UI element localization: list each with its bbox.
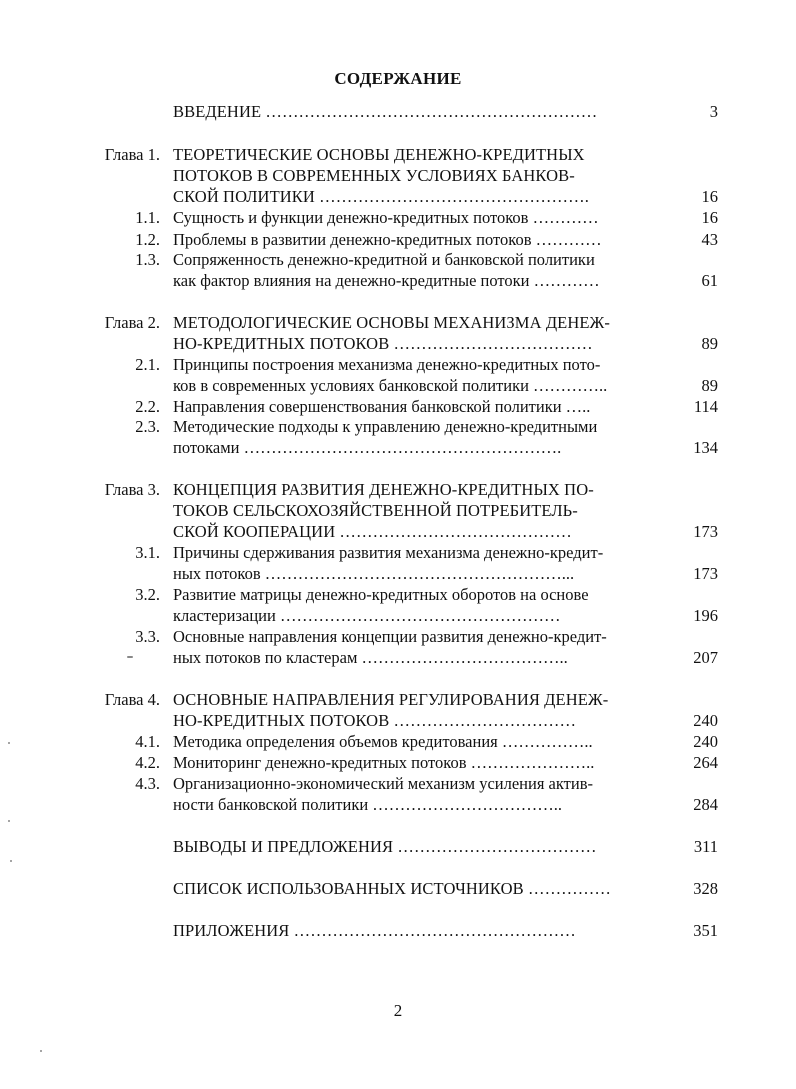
- toc-s4-3-page: 284: [693, 795, 718, 814]
- scan-speck: [40, 1050, 42, 1052]
- toc-s1-2-label: 1.2.: [135, 230, 160, 249]
- toc-s2-3-page: 134: [693, 438, 718, 457]
- toc-ch2-label: Глава 2.: [104, 313, 160, 332]
- toc-ch1-label: Глава 1.: [104, 145, 160, 164]
- toc-s3-1-label: 3.1.: [135, 543, 160, 562]
- toc-ch3-line1: КОНЦЕПЦИЯ РАЗВИТИЯ ДЕНЕЖНО-КРЕДИТНЫХ ПО-: [173, 480, 594, 499]
- toc-ch3-page: 173: [693, 522, 718, 541]
- scan-speck: [127, 656, 133, 658]
- toc-ch1-line1: ТЕОРЕТИЧЕСКИЕ ОСНОВЫ ДЕНЕЖНО-КРЕДИТНЫХ: [173, 145, 585, 164]
- toc-s2-3-line1: Методические подходы к управлению денежно-кредитными: [173, 417, 598, 436]
- toc-s1-2-page: 43: [701, 230, 718, 249]
- toc-s2-1-page: 89: [701, 376, 718, 395]
- toc-s3-2-line1: Развитие матрицы денежно-кредитных оборотов на основе: [173, 585, 589, 604]
- toc-s3-1-line2: ных потоков ………………………………………………...: [173, 564, 575, 583]
- toc-s4-2-text: Мониторинг денежно-кредитных потоков …………………..: [173, 753, 595, 772]
- toc-s1-3-label: 1.3.: [135, 250, 160, 269]
- toc-s2-3-label: 2.3.: [135, 417, 160, 436]
- toc-ch3-line2: ТОКОВ СЕЛЬСКОХОЗЯЙСТВЕННОЙ ПОТРЕБИТЕЛЬ-: [173, 501, 578, 520]
- scan-speck: [8, 742, 10, 744]
- toc-s2-1-line2: ков в современных условиях банковской политики …………..: [173, 376, 608, 395]
- toc-s3-2-page: 196: [693, 606, 718, 625]
- toc-s2-3-line2: потоками ………………………………………………….: [173, 438, 562, 457]
- toc-appendix-text: ПРИЛОЖЕНИЯ ……………………………………………: [173, 921, 576, 940]
- toc-ch3-line3: СКОЙ КООПЕРАЦИИ ……………………………………: [173, 522, 572, 541]
- toc-s4-3-label: 4.3.: [135, 774, 160, 793]
- toc-ch2-line1: МЕТОДОЛОГИЧЕСКИЕ ОСНОВЫ МЕХАНИЗМА ДЕНЕЖ-: [173, 313, 611, 332]
- toc-s2-1-label: 2.1.: [135, 355, 160, 374]
- toc-s3-1-line1: Причины сдерживания развития механизма денежно-кредит-: [173, 543, 604, 562]
- toc-ch4-line1: ОСНОВНЫЕ НАПРАВЛЕНИЯ РЕГУЛИРОВАНИЯ ДЕНЕЖ-: [173, 690, 609, 709]
- toc-s3-3-line1: Основные направления концепции развития денежно-кредит-: [173, 627, 607, 646]
- toc-ch2-line2: НО-КРЕДИТНЫХ ПОТОКОВ ………………………………: [173, 334, 593, 353]
- toc-s1-3-line2: как фактор влияния на денежно-кредитные потоки …………: [173, 271, 600, 290]
- page-number: 2: [393, 1001, 403, 1020]
- toc-s3-3-label: 3.3.: [135, 627, 160, 646]
- toc-s1-1-page: 16: [701, 208, 718, 227]
- toc-s3-2-line2: кластеризации ……………………………………………: [173, 606, 561, 625]
- toc-s3-3-page: 207: [693, 648, 718, 667]
- toc-s2-2-text: Направления совершенствования банковской политики …..: [173, 397, 591, 416]
- toc-s2-2-label: 2.2.: [135, 397, 160, 416]
- toc-s4-1-label: 4.1.: [135, 732, 160, 751]
- toc-ch4-page: 240: [693, 711, 718, 730]
- toc-s1-1-text: Сущность и функции денежно-кредитных потоков …………: [173, 208, 599, 227]
- toc-s4-1-page: 240: [693, 732, 718, 751]
- scan-speck: [10, 860, 12, 862]
- toc-ch4-line2: НО-КРЕДИТНЫХ ПОТОКОВ ……………………………: [173, 711, 577, 730]
- toc-appendix-page: 351: [693, 921, 718, 940]
- toc-s4-3-line2: ности банковской политики ……………………………..: [173, 795, 563, 814]
- toc-s4-1-text: Методика определения объемов кредитования ……………..: [173, 732, 593, 751]
- toc-s1-1-label: 1.1.: [135, 208, 160, 227]
- toc-ch1-line3: СКОЙ ПОЛИТИКИ ………………………………………….: [173, 187, 589, 206]
- toc-intro-text: ВВЕДЕНИЕ ……………………………………………………: [173, 102, 598, 121]
- toc-sources-text: СПИСОК ИСПОЛЬЗОВАННЫХ ИСТОЧНИКОВ ……………: [173, 879, 611, 898]
- toc-ch3-label: Глава 3.: [104, 480, 160, 499]
- toc-s3-2-label: 3.2.: [135, 585, 160, 604]
- toc-s3-1-page: 173: [693, 564, 718, 583]
- toc-s4-2-label: 4.2.: [135, 753, 160, 772]
- toc-s4-3-line1: Организационно-экономический механизм усиления актив-: [173, 774, 593, 793]
- toc-ch1-line2: ПОТОКОВ В СОВРЕМЕННЫХ УСЛОВИЯХ БАНКОВ-: [173, 166, 575, 185]
- toc-ch2-page: 89: [701, 334, 718, 353]
- toc-s4-2-page: 264: [693, 753, 718, 772]
- toc-s1-2-text: Проблемы в развитии денежно-кредитных потоков …………: [173, 230, 602, 249]
- toc-s2-1-line1: Принципы построения механизма денежно-кредитных пото-: [173, 355, 601, 374]
- toc-ch1-page: 16: [701, 187, 718, 206]
- toc-s1-3-page: 61: [701, 271, 718, 290]
- toc-s3-3-line2: ных потоков по кластерам ………………………………..: [173, 648, 568, 667]
- toc-conclusions-text: ВЫВОДЫ И ПРЕДЛОЖЕНИЯ ………………………………: [173, 837, 597, 856]
- toc-s2-2-page: 114: [693, 397, 718, 416]
- scan-speck: [8, 820, 10, 822]
- toc-s1-3-line1: Сопряженность денежно-кредитной и банковской политики: [173, 250, 595, 269]
- toc-sources-page: 328: [693, 879, 718, 898]
- toc-ch4-label: Глава 4.: [104, 690, 160, 709]
- toc-intro-page: 3: [709, 102, 718, 121]
- toc-conclusions-page: 311: [693, 837, 718, 856]
- contents-title: СОДЕРЖАНИЕ: [334, 69, 462, 88]
